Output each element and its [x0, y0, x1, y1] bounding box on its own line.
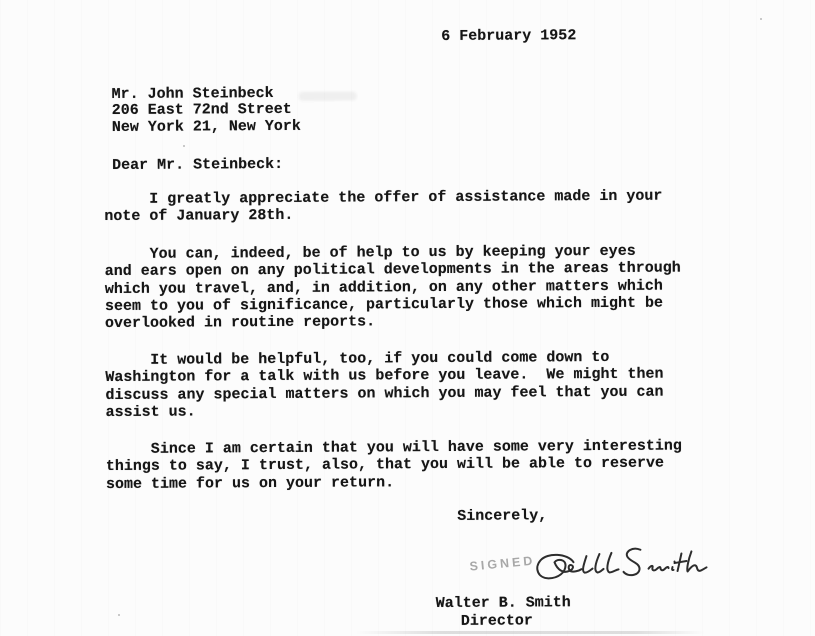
signature-handwriting-svg — [527, 540, 713, 593]
scan-speck — [760, 18, 762, 20]
signature-handwriting — [527, 540, 713, 593]
scan-speck — [183, 145, 185, 147]
paragraph-line: some time for us on your return. — [105, 473, 395, 493]
scan-edge-artifact — [355, 631, 705, 634]
paragraph-line: It would be helpful, too, if you could come down to — [150, 348, 610, 369]
paragraph-line: Washington for a talk with us before you leave. We might then — [105, 365, 664, 387]
scan-speck — [118, 614, 120, 616]
letter-date: 6 February 1952 — [441, 27, 577, 45]
recipient-city: New York 21, New York — [111, 117, 301, 136]
recipient-address — [112, 86, 301, 136]
closing: Sincerely, — [457, 507, 548, 525]
sender-name: Walter B. Smith — [435, 594, 571, 613]
signed-stamp: SIGNED — [468, 553, 536, 574]
paragraph-line: discuss any special matters on which you may feel that you can — [105, 383, 664, 404]
erasure-smudge — [299, 91, 357, 100]
paragraph-1 — [104, 187, 724, 225]
paragraph-line: which you travel, and, in addition, on any other matters which — [104, 277, 663, 298]
paragraph-line: Since I am certain that you will have some very interesting — [150, 437, 682, 458]
paragraph-line: and ears open on any political developments in the areas through — [104, 259, 681, 281]
paragraph-line: assist us. — [105, 403, 196, 421]
paragraph-2 — [105, 242, 726, 332]
paragraph-line: You can, indeed, be of help to us by keeping your eyes — [149, 242, 636, 263]
sender-title: Director — [460, 612, 533, 630]
paragraph-line: note of January 28th. — [104, 207, 294, 226]
salutation: Dear Mr. Steinbeck: — [112, 155, 284, 174]
recipient-name: Mr. John Steinbeck — [111, 84, 274, 103]
paragraph-line: overlooked in routine reports. — [104, 313, 376, 333]
recipient-street: 206 East 72nd Street — [111, 101, 292, 120]
paragraph-4 — [106, 437, 726, 493]
paragraph-line: I greatly appreciate the offer of assistance made in your — [149, 187, 663, 208]
paragraph-line: seem to you of significance, particularly those which might be — [104, 294, 664, 315]
paragraph-line: things to say, I trust, also, that you will be able to reserve — [105, 454, 665, 476]
paragraph-3 — [105, 348, 725, 421]
